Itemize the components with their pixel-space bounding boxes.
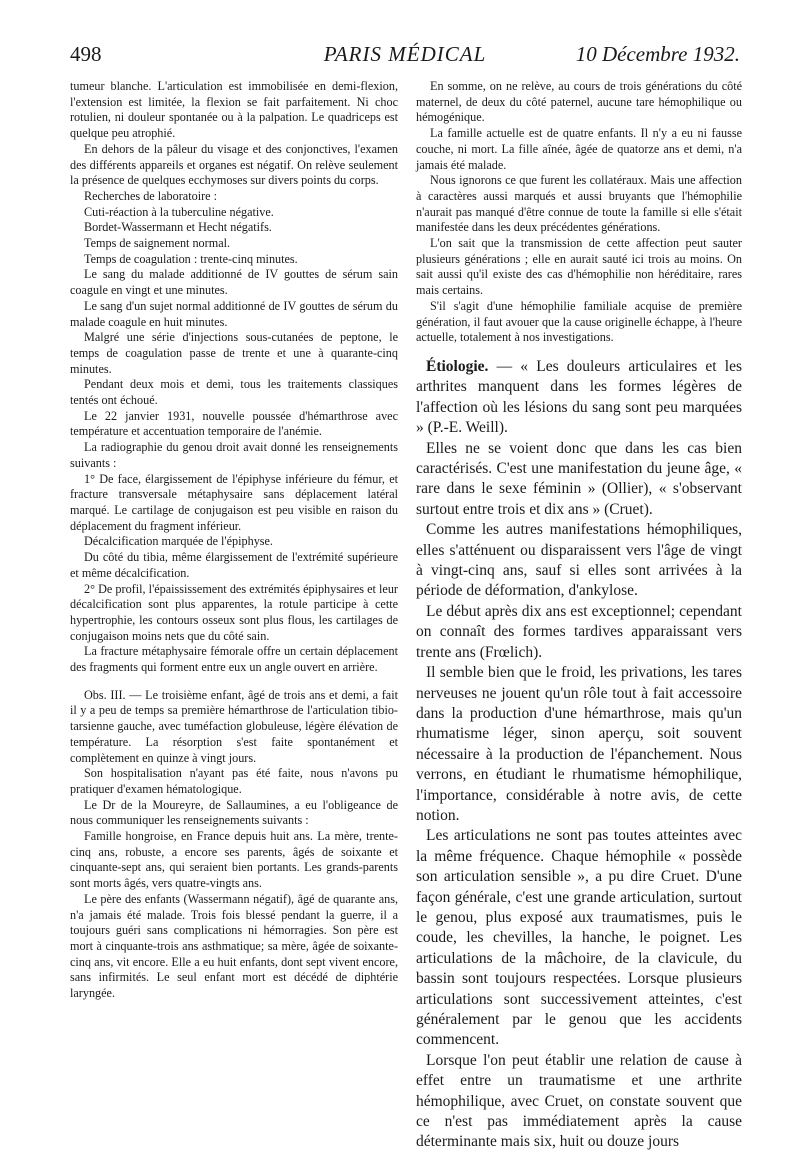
- paragraph: Comme les autres manifestations hémophiliques, elles s'atténuent ou disparaissent vers l'âge de vingt à vingt-cinq ans, sauf si elles sont arrivées à la période de déformation, d'ankylose.: [416, 521, 742, 600]
- observation-paragraph: Obs. III. — Le troisième enfant, âgé de trois ans et demi, a fait il y a peu de temps sa première hémarthrose de l'articulation tibio-tarsienne gauche, avec tuméfaction globuleuse, légère élévation de température. La résorption s'est faite spontanément et complètement en quinze à vingt jours.: [70, 687, 398, 765]
- paragraph: Elles ne se voient donc que dans les cas bien caractérisés. C'est une manifestation du jeune âge, « rare dans le sexe féminin » (Ollier), « s'observant surtout entre trois et dix ans » (Cruet).: [416, 439, 742, 518]
- paragraph: Famille hongroise, en France depuis huit ans. La mère, trente-cinq ans, robuste, a encore ses parents, âgés de soixante et cinquante-sept ans, qui seraient bien portants. Les grands-parents sont morts âgés, vers quatre-vingts ans.: [70, 829, 398, 891]
- paragraph: Malgré une série d'injections sous-cutanées de peptone, le temps de coagulation passe de trente et une à quarante-cinq minutes.: [70, 330, 398, 376]
- paragraph: Le sang du malade additionné de IV gouttes de sérum sain coagule en vingt et une minutes.: [70, 267, 398, 298]
- paragraph: Le sang d'un sujet normal additionné de IV gouttes de sérum du malade coagule en huit minutes.: [70, 298, 398, 329]
- paragraph: 2° De profil, l'épaississement des extrémités épiphysaires et leur décalcification sont plus apparentes, la rotule participe à cette hypertrophie, les contours osseux sont plus flous, les cartilages de conjugaison moins nets que du côté sain.: [70, 581, 398, 643]
- paragraph: Le début après dix ans est exceptionnel; cependant on connaît des formes tardives apparaissant vers trente ans (Frœlich).: [416, 602, 742, 661]
- paragraph: Il semble bien que le froid, les privations, les tares nerveuses ne jouent qu'un rôle tout à fait accessoire dans la production d'une hémarthrose, mais qu'un rhumatisme léger, sinon aperçu, soit souvent nécessaire à la production de l'épanchement. Nous verrons, en étudiant le rhumatisme hémophilique, l'importance, considérable à notre avis, de cette notion.: [416, 664, 742, 824]
- etiology-text: — « Les douleurs articulaires et les arthrites manquent dans les formes légères de l'affection où les lésions du sang sont peu marquées » (P.-E. Weill).: [416, 358, 742, 437]
- paragraph: Nous ignorons ce que furent les collatéraux. Mais une affection à caractères aussi marqués et aussi bruyants que l'hémophilie n'aurait pas manqué d'être connue de toute la famille si elle s'était manifestée dans les deux précédentes générations.: [416, 173, 742, 235]
- paragraph: Temps de saignement normal.: [84, 236, 231, 251]
- right-column-etiology: [416, 357, 742, 1153]
- paragraph: Son hospitalisation n'ayant pas été faite, nous n'avons pu pratiquer d'examen hématologique.: [70, 766, 398, 796]
- paragraph: Le 22 janvier 1931, nouvelle poussée d'hémarthrose avec température et accentuation temporaire de l'anémie.: [70, 408, 398, 439]
- paragraph: En dehors de la pâleur du visage et des conjonctives, l'examen des différents appareils et organes est négatif. On relève seulement la présence de quelques ecchymoses sur divers points du corps.: [70, 141, 398, 188]
- etiology-paragraph: [416, 357, 742, 439]
- page-header: [70, 42, 740, 68]
- paragraph: Décalcification marquée de l'épiphyse.: [84, 534, 273, 549]
- right-column-top: [416, 79, 742, 346]
- paragraph: La radiographie du genou droit avait donné les renseignements suivants :: [70, 440, 398, 470]
- paragraph: Les articulations ne sont pas toutes atteintes avec la même fréquence. Chaque hémophile « possède son articulation sensible », a pu dire Cruet. D'une façon générale, c'est une grande articulation, surtout le genou, plus exposé aux traumatismes, puis le coude, les chevilles, la hanche, le poignet. Les articulations de la mâchoire, de la clavicule, du bassin sont toujours respectées. Lorsque plusieurs articulations sont successivement atteintes, c'est généralement par le genou que les accidents commencent.: [416, 827, 742, 1049]
- paragraph: tumeur blanche. L'articulation est immobilisée en demi-flexion, l'extension est limitée, la flexion se fait parfaitement. Ni choc rotulien, ni douleur spontanée ou à la palpation. Le quadriceps est quelque peu atrophié.: [70, 79, 398, 141]
- paragraph: Pendant deux mois et demi, tous les traitements classiques tentés ont échoué.: [70, 377, 398, 408]
- paragraph: Temps de coagulation : trente-cinq minutes.: [84, 251, 298, 266]
- journal-title: PARIS MÉDICAL: [323, 42, 487, 66]
- paragraph: Recherches de laboratoire :: [84, 188, 217, 203]
- paragraph: Du côté du tibia, même élargissement de l'extrémité supérieure et même décalcification.: [70, 550, 398, 580]
- paragraph: La fracture métaphysaire fémorale offre un certain déplacement des fragments qui forment entre eux un angle ouvert en arrière.: [70, 644, 398, 675]
- paragraph: S'il s'agit d'une hémophilie familiale acquise de première génération, il faut avouer que la cause originelle échappe, à l'heure actuelle, totalement à nos investigations.: [416, 298, 742, 345]
- paragraph: Le Dr de la Moureyre, de Sallaumines, a eu l'obligeance de nous communiquer les renseignements suivants :: [70, 797, 398, 828]
- paragraph: 1° De face, élargissement de l'épiphyse inférieure du fémur, et fracture transversale métaphysaire sans déplacement latéral marqué. Le cartilage de conjugaison est peu visible en raison du déplacement du fragment inférieur.: [70, 471, 398, 533]
- paragraph: Cuti-réaction à la tuberculine négative.: [84, 204, 274, 219]
- section-heading: Étiologie.: [426, 358, 489, 375]
- issue-date: 10 Décembre 1932.: [575, 42, 740, 66]
- page-number: 498: [70, 42, 102, 66]
- paragraph: L'on sait que la transmission de cette affection peut sauter plusieurs générations ; elle en aurait sauté ici trois au moins. On sait aussi qu'il existe des cas d'hémophilie non héréditaire, rares mais certains.: [416, 236, 742, 298]
- left-column: [70, 79, 398, 1002]
- paragraph: Lorsque l'on peut établir une relation de cause à effet entre un traumatisme et une arthrite hémophilique, avec Cruet, on constate souvent que ce n'est pas immédiatement après la cause déterminante mais six, huit ou douze jours: [416, 1051, 742, 1151]
- paragraph: Bordet-Wassermann et Hecht négatifs.: [84, 220, 272, 235]
- paragraph: Le père des enfants (Wassermann négatif), âgé de quarante ans, n'a jamais été malade. Trois fois blessé pendant la guerre, il a toujours guéri sans complications ni hémorragies. Son père est mort à cinquante-trois ans asthmatique; sa mère, âgée de soixante-cinq ans, vit encore. Elle a eu huit enfants, dont sept vivent encore, sans infirmités. Le seul enfant mort est décédé de diphtérie laryngée.: [70, 891, 398, 1001]
- paragraph: En somme, on ne relève, au cours de trois générations du côté maternel, de deux du côté paternel, aucune tare hémophilique ou hémogénique.: [416, 79, 742, 125]
- paragraph: La famille actuelle est de quatre enfants. Il n'y a eu ni fausse couche, ni mort. La fille aînée, âgée de quatorze ans et demi, n'a jamais été malade.: [416, 126, 742, 172]
